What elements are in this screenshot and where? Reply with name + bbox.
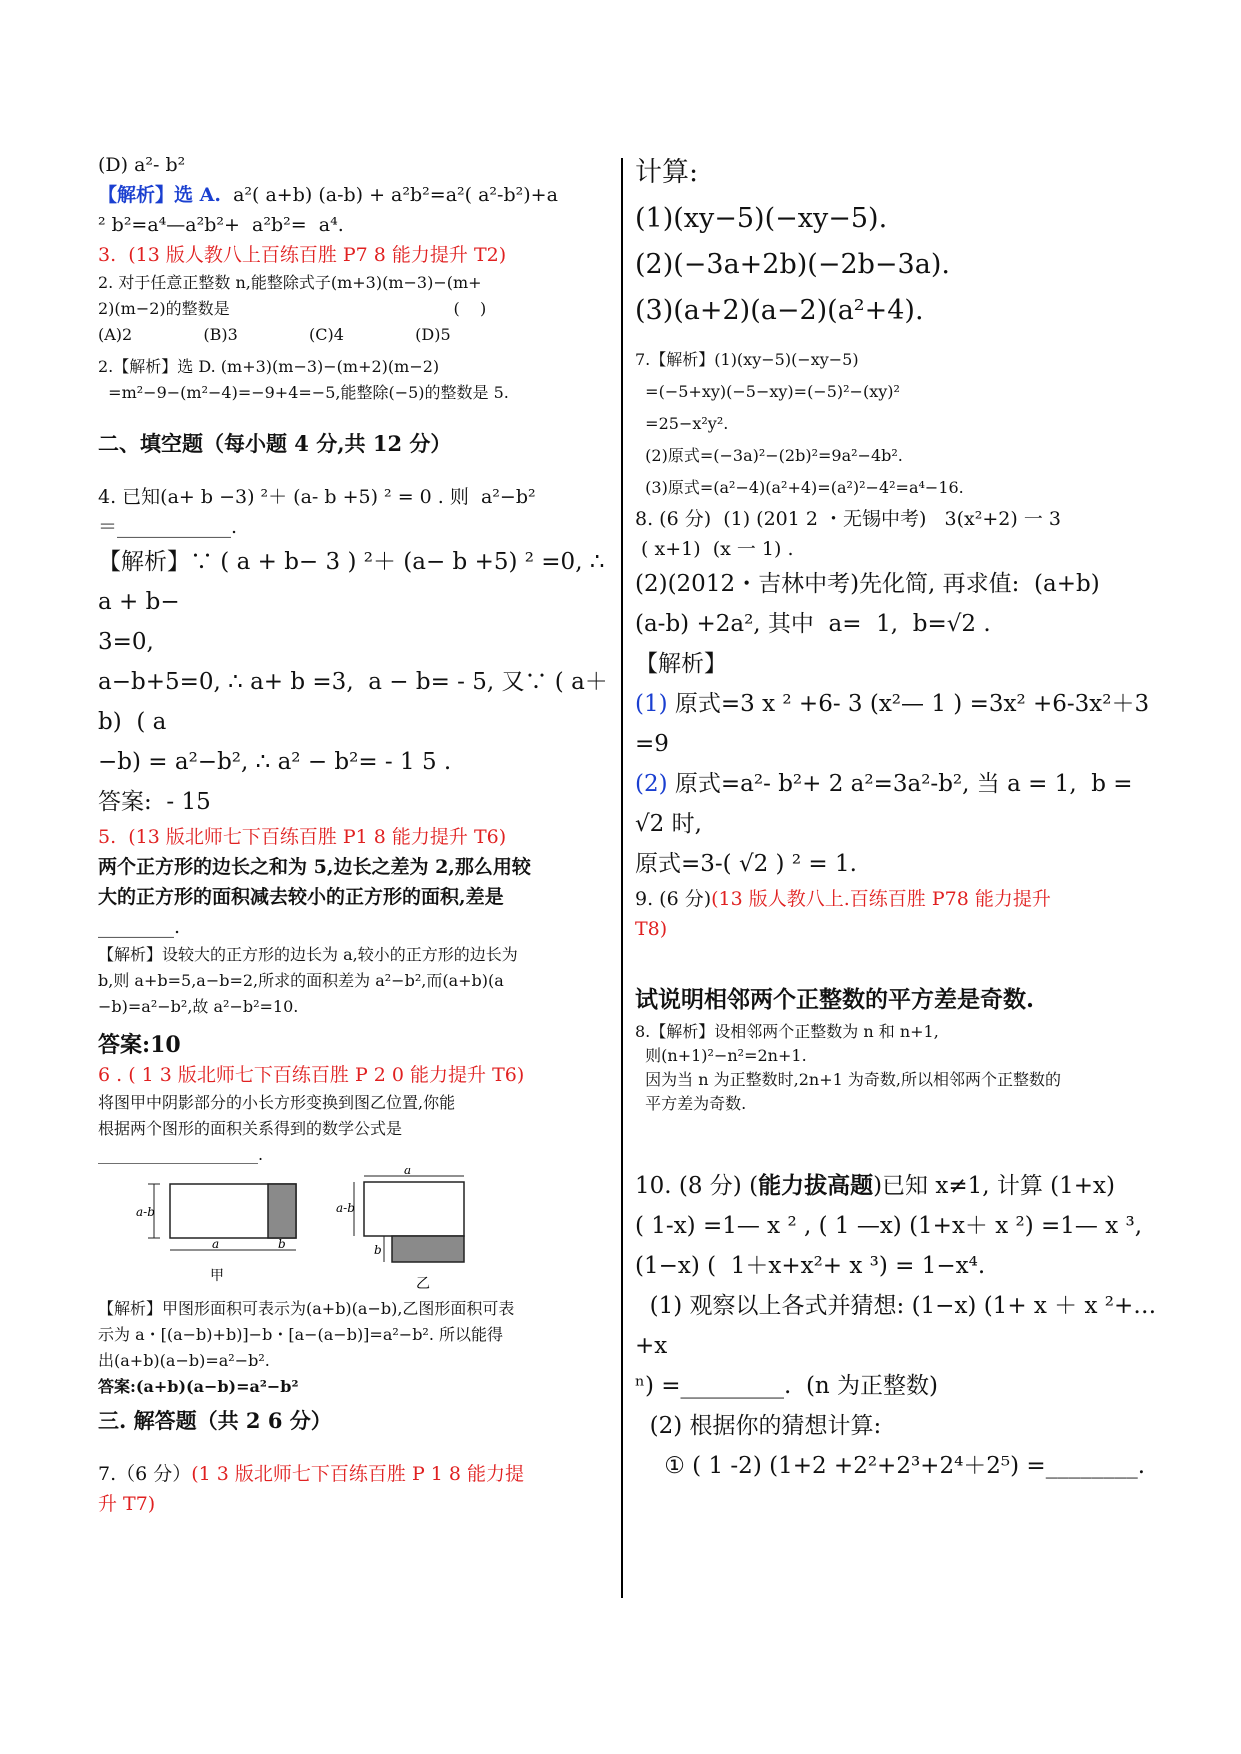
question-item: (3)(a+2)(a−2)(a²+4). xyxy=(635,295,924,326)
question-number: 9. (6 分) xyxy=(635,888,712,910)
question-source: 升 T7) xyxy=(98,1493,156,1515)
blank-line: ＝____________. xyxy=(98,516,238,538)
question-source: (1 3 版北师七下百练百胜 P 1 8 能力提 xyxy=(191,1463,525,1485)
question-text: (a-b) +2a², 其中 a= 1, b=√2 . xyxy=(635,611,991,637)
question-source: 3. (13 版人教八上百练百胜 P7 8 能力提升 T2) xyxy=(98,244,507,266)
analysis-text: =25−x²y². xyxy=(635,414,729,433)
answer: 答案:(a+b)(a−b)=a²−b² xyxy=(98,1377,299,1396)
question-text: 2. 对于任意正整数 n,能整除式子(m+3)(m−3)−(m+ xyxy=(98,273,482,292)
analysis-text: 平方差为奇数. xyxy=(635,1094,747,1113)
question-text: 4. 已知(a+ b −3) ²＋ (a- b +5) ² = 0 . 则 a²−b² xyxy=(98,486,536,508)
analysis-text: a−b+5=0, ∴ a+ b =3, a − b= - 5, 又∵ ( a＋b) ( a xyxy=(98,669,608,735)
question-item: (1)(xy−5)(−xy−5). xyxy=(635,203,888,234)
analysis-text: 原式=3-( √2 ) ² = 1. xyxy=(635,851,857,877)
question-text: ( 1-x) =1— x ² , ( 1 —x) (1+x＋ x ²) =1— x ³, xyxy=(635,1213,1143,1239)
question-source: 6 . ( 1 3 版北师七下百练百胜 P 2 0 能力提升 T6) xyxy=(98,1064,525,1086)
analysis-text: 【解析】甲图形面积可表示为(a+b)(a−b),乙图形面积可表 xyxy=(98,1299,515,1318)
answer: 答案: - 15 xyxy=(98,789,211,815)
analysis-text: 出(a+b)(a−b)=a²−b². xyxy=(98,1351,270,1370)
analysis-text: 7.【解析】(1)(xy−5)(−xy−5) xyxy=(635,350,859,369)
analysis-text: 3=0, xyxy=(98,629,154,655)
analysis-text: 示为 a・[(a−b)+b)]−b・[a−(a−b)]=a²−b². 所以能得 xyxy=(98,1325,504,1344)
analysis-text: 则(n+1)²−n²=2n+1. xyxy=(635,1046,807,1065)
question-item: (2)(−3a+2b)(−2b−3a). xyxy=(635,249,950,280)
analysis-text: 8.【解析】设相邻两个正整数为 n 和 n+1, xyxy=(635,1022,939,1041)
analysis-text: 2.【解析】选 D. (m+3)(m−3)−(m+2)(m−2) xyxy=(98,357,440,376)
question-source: 5. (13 版北师七下百练百胜 P1 8 能力提升 T6) xyxy=(98,826,507,848)
analysis-text: 【解析】∵ ( a + b− 3 ) ²＋ (a− b +5) ² =0, ∴ a + b− xyxy=(98,549,612,615)
caption-jia: 甲 xyxy=(210,1268,224,1284)
question-number: 7.（6 分） xyxy=(98,1463,192,1485)
label-a-minus-b: a-b xyxy=(336,1201,355,1215)
question-source: T8) xyxy=(635,918,668,940)
question-text: ① ( 1 -2) (1+2 +2²+2³+2⁴＋2⁵) =________. xyxy=(635,1453,1146,1479)
question-text: (1) 观察以上各式并猜想: (1−x) (1+ x ＋ x ²+…+x xyxy=(635,1293,1157,1359)
question-text: 根据两个图形的面积关系得到的数学公式是 xyxy=(98,1119,403,1138)
label-a: a xyxy=(404,1168,412,1177)
analysis-text: ² b²=a⁴—a²b²+ a²b²= a⁴. xyxy=(98,214,344,236)
label-b: b xyxy=(278,1237,286,1251)
question-text: (1−x) ( 1＋x+x²+ x ³) = 1−x⁴. xyxy=(635,1253,986,1279)
step-label: (1) xyxy=(635,691,668,717)
column-divider xyxy=(621,158,623,1598)
analysis-text: 原式=a²- b²+ 2 a²=3a²-b², 当 a = 1, b = √2 时, xyxy=(635,771,1140,837)
analysis-text: (2)原式=(−3a)²−(2b)²=9a²−4b². xyxy=(635,446,903,465)
question-text: 8. (6 分) (1) (201 2 ・无锡中考) 3(x²+2) 一 3 xyxy=(635,508,1061,530)
analysis-text: (3)原式=(a²−4)(a²+4)=(a²)²−4²=a⁴−16. xyxy=(635,478,964,497)
geometry-figure xyxy=(98,1168,558,1296)
difficulty-label: 能力拔高题 xyxy=(758,1172,874,1199)
analysis-text: 【解析】设较大的正方形的边长为 a,较小的正方形的边长为 xyxy=(98,945,518,964)
label-a-minus-b: a-b xyxy=(136,1205,155,1219)
analysis-text: 原式=3 x ² +6- 3 (x²— 1 ) =3x² +6-3x²＋3 =9 xyxy=(635,691,1164,757)
caption-yi: 乙 xyxy=(416,1276,430,1292)
analysis-text: 因为当 n 为正整数时,2n+1 为奇数,所以相邻两个正整数的 xyxy=(635,1070,1061,1089)
question-text: 2)(m−2)的整数是 ( ) xyxy=(98,299,487,318)
analysis-tag: 【解析】 xyxy=(635,651,727,677)
question-text: (2)(2012・吉林中考)先化简, 再求值: (a+b) xyxy=(635,571,1100,597)
label-b: b xyxy=(374,1243,382,1257)
question-heading: 计算: xyxy=(635,157,699,188)
section-heading: 二、填空题（每小题 4 分,共 12 分） xyxy=(98,431,452,456)
left-column xyxy=(98,150,612,1519)
question-source: (13 版人教八上.百练百胜 P78 能力提升 xyxy=(711,888,1051,910)
question-text: )已知 x≠1, 计算 (1+x) xyxy=(873,1173,1115,1199)
label-a: a xyxy=(212,1237,220,1251)
right-column xyxy=(635,150,1164,1486)
question-text: ( x+1) (x 一 1) . xyxy=(635,538,794,560)
question-text: 将图甲中阴影部分的小长方形变换到图乙位置,你能 xyxy=(98,1093,456,1112)
analysis-text: b,则 a+b=5,a−b=2,所求的面积差为 a²−b²,而(a+b)(a xyxy=(98,971,504,990)
question-text: 大的正方形的面积减去较小的正方形的面积,差是 xyxy=(98,886,504,908)
analysis-text: −b) = a²−b², ∴ a² − b²= - 1 5 . xyxy=(98,749,452,775)
question-text: ⁿ) =_________. (n 为正整数) xyxy=(635,1373,939,1399)
question-number: 10. (8 分) ( xyxy=(635,1173,759,1199)
blank-line: ____________________. xyxy=(98,1145,264,1164)
analysis-text: =(−5+xy)(−5−xy)=(−5)²−(xy)² xyxy=(635,382,900,401)
analysis-tag: 【解析】选 A. xyxy=(98,184,221,206)
analysis-text: a²( a+b) (a-b) + a²b²=a²( a²-b²)+a xyxy=(220,184,558,206)
blank-line: ________. xyxy=(98,916,181,938)
question-text: 两个正方形的边长之和为 5,边长之差为 2,那么用较 xyxy=(98,856,531,878)
answer: 答案:10 xyxy=(98,1032,181,1058)
analysis-text: −b)=a²−b²,故 a²−b²=10. xyxy=(98,997,299,1016)
question-text: (2) 根据你的猜想计算: xyxy=(635,1413,882,1439)
section-heading: 三. 解答题（共 2 6 分） xyxy=(98,1408,332,1433)
options: (A)2 (B)3 (C)4 (D)5 xyxy=(98,325,451,344)
option-d: (D) a²- b² xyxy=(98,154,186,176)
question-text: 试说明相邻两个正整数的平方差是奇数. xyxy=(635,986,1035,1013)
step-label: (2) xyxy=(635,771,668,797)
analysis-text: =m²−9−(m²−4)=−9+4=−5,能整除(−5)的整数是 5. xyxy=(98,383,509,402)
